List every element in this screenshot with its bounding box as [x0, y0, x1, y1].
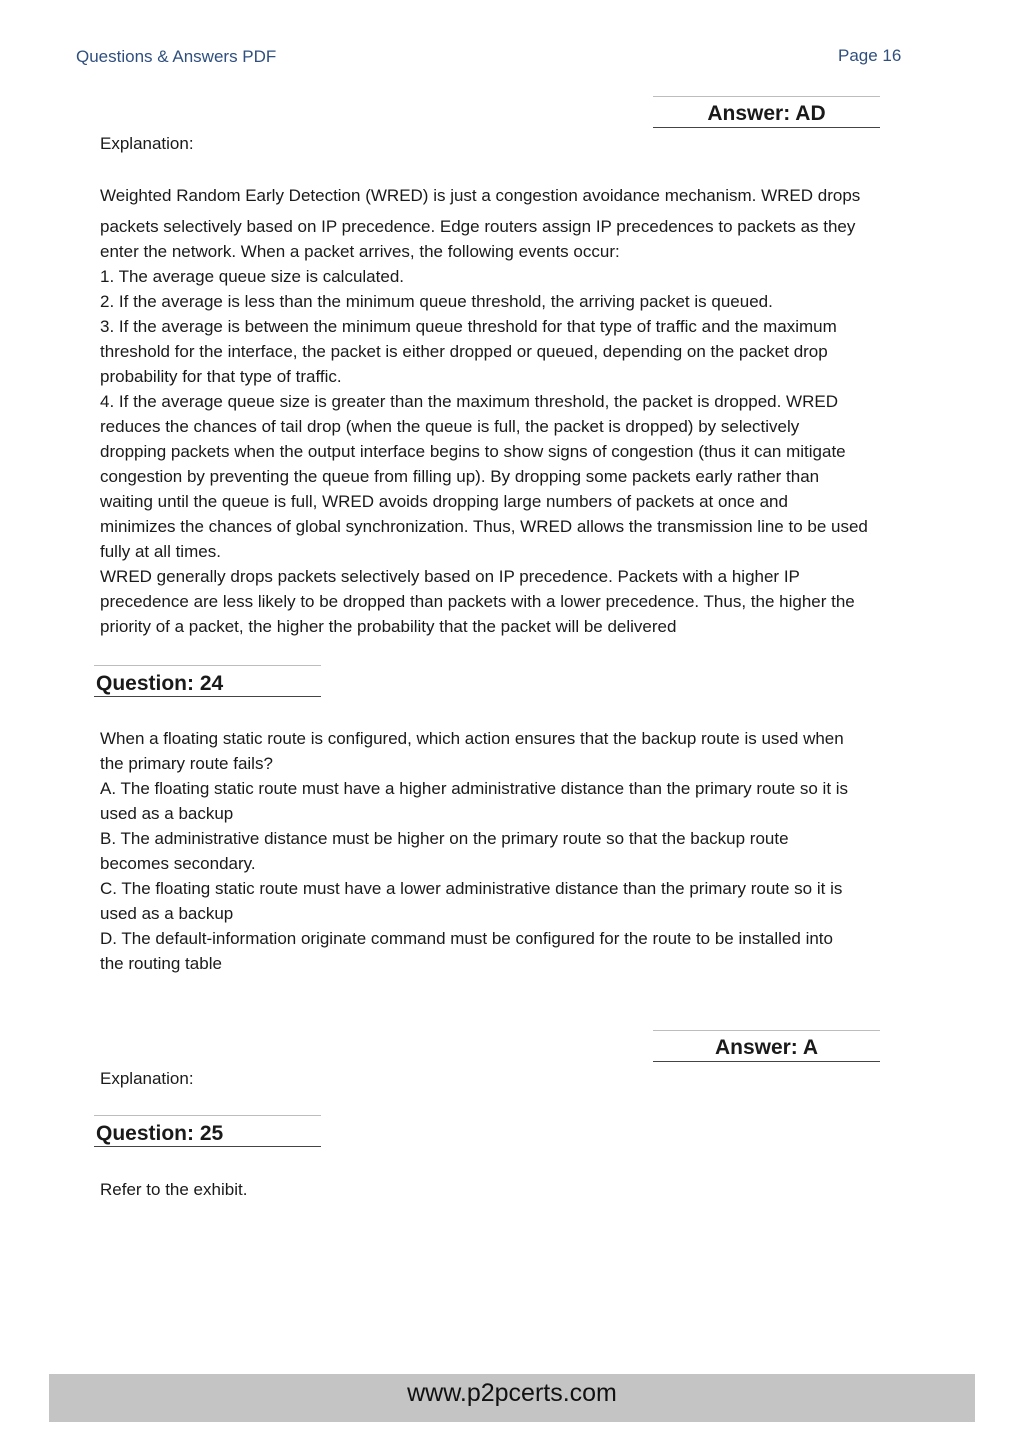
text-line: 3. If the average is between the minimum queue threshold for that type of traffic and the maximum [100, 317, 837, 336]
text-line: 4. If the average queue size is greater than the maximum threshold, the packet is dropped. WRED [100, 392, 838, 411]
text-line: enter the network. When a packet arrives, the following events occur: [100, 242, 620, 261]
text-line: Weighted Random Early Detection (WRED) is just a congestion avoidance mechanism. WRED drops [100, 186, 861, 205]
text-line: minimizes the chances of global synchronization. Thus, WRED allows the transmission line to be used [100, 517, 868, 536]
text-line: the primary route fails? [100, 754, 273, 773]
explanation-label: Explanation: [100, 134, 194, 153]
text-line: reduces the chances of tail drop (when the queue is full, the packet is dropped) by selectively [100, 417, 800, 436]
text-line: threshold for the interface, the packet is either dropped or queued, depending on the packet drop [100, 342, 828, 361]
answer-box [653, 96, 880, 128]
question-body-25: Refer to the exhibit. [100, 1180, 248, 1199]
question-header-25 [94, 1115, 321, 1147]
question-body-24 [100, 726, 970, 976]
question-title: Question: 24 [96, 672, 224, 695]
explanation-body [100, 183, 970, 639]
text-line: dropping packets when the output interface begins to show signs of congestion (thus it can mitigate [100, 442, 846, 461]
text-line: waiting until the queue is full, WRED avoids dropping large numbers of packets at once and [100, 492, 788, 511]
question-header-24 [94, 665, 321, 697]
explanation-label: Explanation: [100, 1069, 194, 1088]
text-line: When a floating static route is configured, which action ensures that the backup route is used when [100, 729, 844, 748]
text-line: priority of a packet, the higher the probability that the packet will be delivered [100, 617, 677, 636]
footer-bar [49, 1374, 975, 1422]
text-line: used as a backup [100, 804, 234, 823]
question-title: Question: 25 [96, 1122, 224, 1145]
text-line: used as a backup [100, 904, 234, 923]
text-line: becomes secondary. [100, 854, 256, 873]
footer-url: www.p2pcerts.com [407, 1379, 617, 1407]
text-line: 1. The average queue size is calculated. [100, 267, 404, 286]
page-number: Page 16 [838, 46, 902, 65]
text-line: WRED generally drops packets selectively based on IP precedence. Packets with a higher IP [100, 567, 800, 586]
header-title: Questions & Answers PDF [76, 47, 277, 66]
answer-label: Answer: AD [707, 102, 826, 125]
text-line: congestion by preventing the queue from filling up). By dropping some packets early rather than [100, 467, 820, 486]
text-line: fully at all times. [100, 542, 221, 561]
text-line: probability for that type of traffic. [100, 367, 342, 386]
text-line: 2. If the average is less than the minimum queue threshold, the arriving packet is queued. [100, 292, 773, 311]
text-line: B. The administrative distance must be higher on the primary route so that the backup route [100, 829, 789, 848]
text-line: C. The floating static route must have a lower administrative distance than the primary route so it is [100, 879, 843, 898]
text-line: A. The floating static route must have a higher administrative distance than the primary route so it is [100, 779, 849, 798]
text-line: D. The default-information originate command must be configured for the route to be installed into [100, 929, 833, 948]
text-line: precedence are less likely to be dropped than packets with a lower precedence. Thus, the higher the [100, 592, 855, 611]
answer-label: Answer: A [714, 1036, 819, 1059]
text-line: packets selectively based on IP precedence. Edge routers assign IP precedences to packets as they [100, 217, 856, 236]
answer-box [653, 1030, 880, 1062]
text-line: the routing table [100, 954, 222, 973]
